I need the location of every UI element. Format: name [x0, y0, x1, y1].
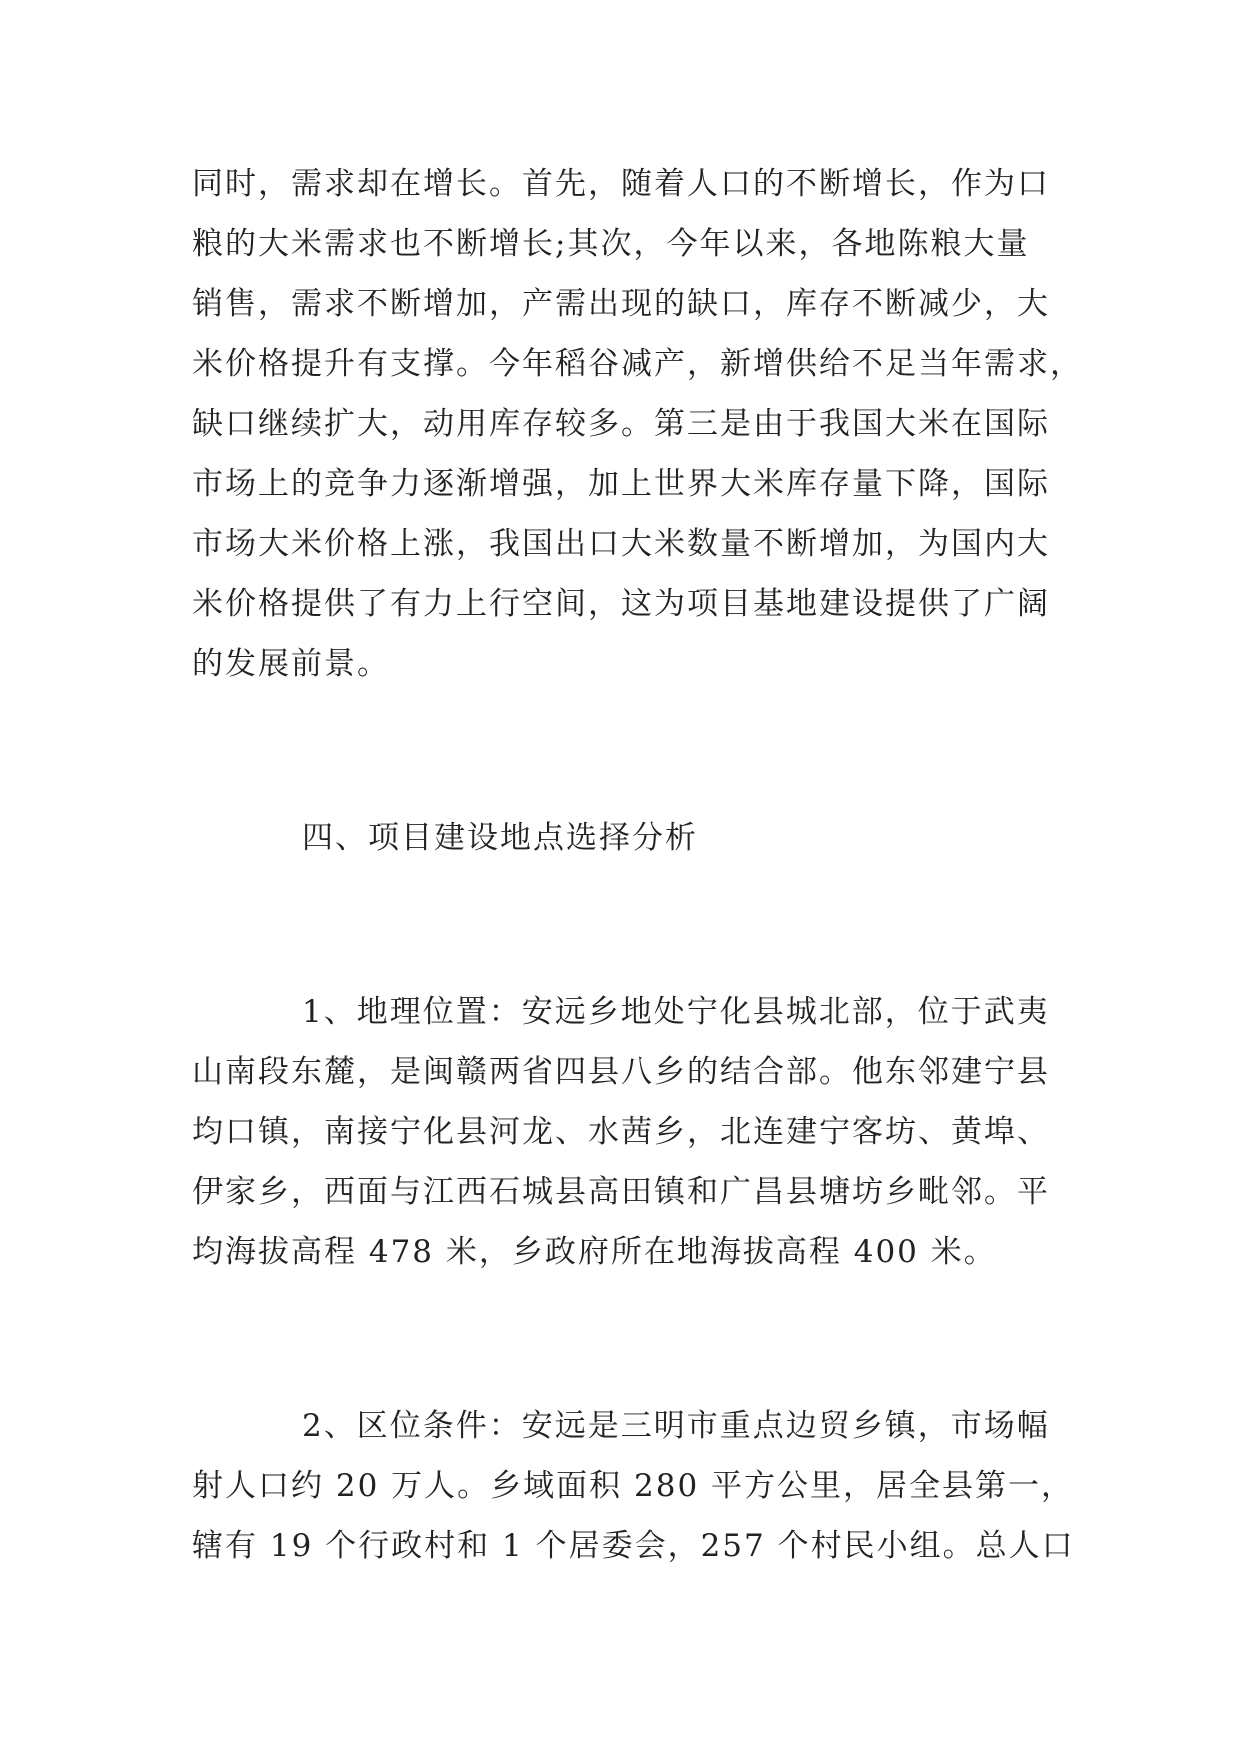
text-line: 同时，需求却在增长。首先，随着人口的不断增长，作为口: [192, 166, 1050, 202]
text-line: 市场大米价格上涨，我国出口大米数量不断增加，为国内大: [192, 526, 1050, 562]
section-heading: 四、项目建设地点选择分析: [302, 820, 698, 856]
text-line: 市场上的竞争力逐渐增强，加上世界大米库存量下降，国际: [192, 466, 1050, 502]
text-line: 均口镇，南接宁化县河龙、水茜乡，北连建宁客坊、黄埠、: [192, 1114, 1050, 1150]
text-line: 的发展前景。: [192, 646, 390, 682]
text-line: 销售，需求不断增加，产需出现的缺口，库存不断减少，大: [192, 286, 1050, 322]
text-line: 米价格提供了有力上行空间，这为项目基地建设提供了广阔: [192, 586, 1050, 622]
text-line: 米价格提升有支撑。今年稻谷减产，新增供给不足当年需求，: [192, 346, 1083, 382]
text-line: 山南段东麓，是闽赣两省四县八乡的结合部。他东邻建宁县: [192, 1054, 1050, 1090]
text-line: 缺口继续扩大，动用库存较多。第三是由于我国大米在国际: [192, 406, 1050, 442]
text-line: 粮的大米需求也不断增长;其次，今年以来，各地陈粮大量: [192, 226, 1030, 262]
text-line: 2、区位条件：安远是三明市重点边贸乡镇，市场幅: [302, 1408, 1050, 1444]
text-line: 均海拔高程 478 米，乡政府所在地海拔高程 400 米。: [192, 1234, 997, 1270]
text-line: 1、地理位置：安远乡地处宁化县城北部，位于武夷: [302, 994, 1050, 1030]
text-line: 辖有 19 个行政村和 1 个居委会，257 个村民小组。总人口: [192, 1528, 1075, 1564]
text-line: 射人口约 20 万人。乡域面积 280 平方公里，居全县第一，: [192, 1468, 1075, 1504]
text-line: 伊家乡，西面与江西石城县高田镇和广昌县塘坊乡毗邻。平: [192, 1174, 1050, 1210]
